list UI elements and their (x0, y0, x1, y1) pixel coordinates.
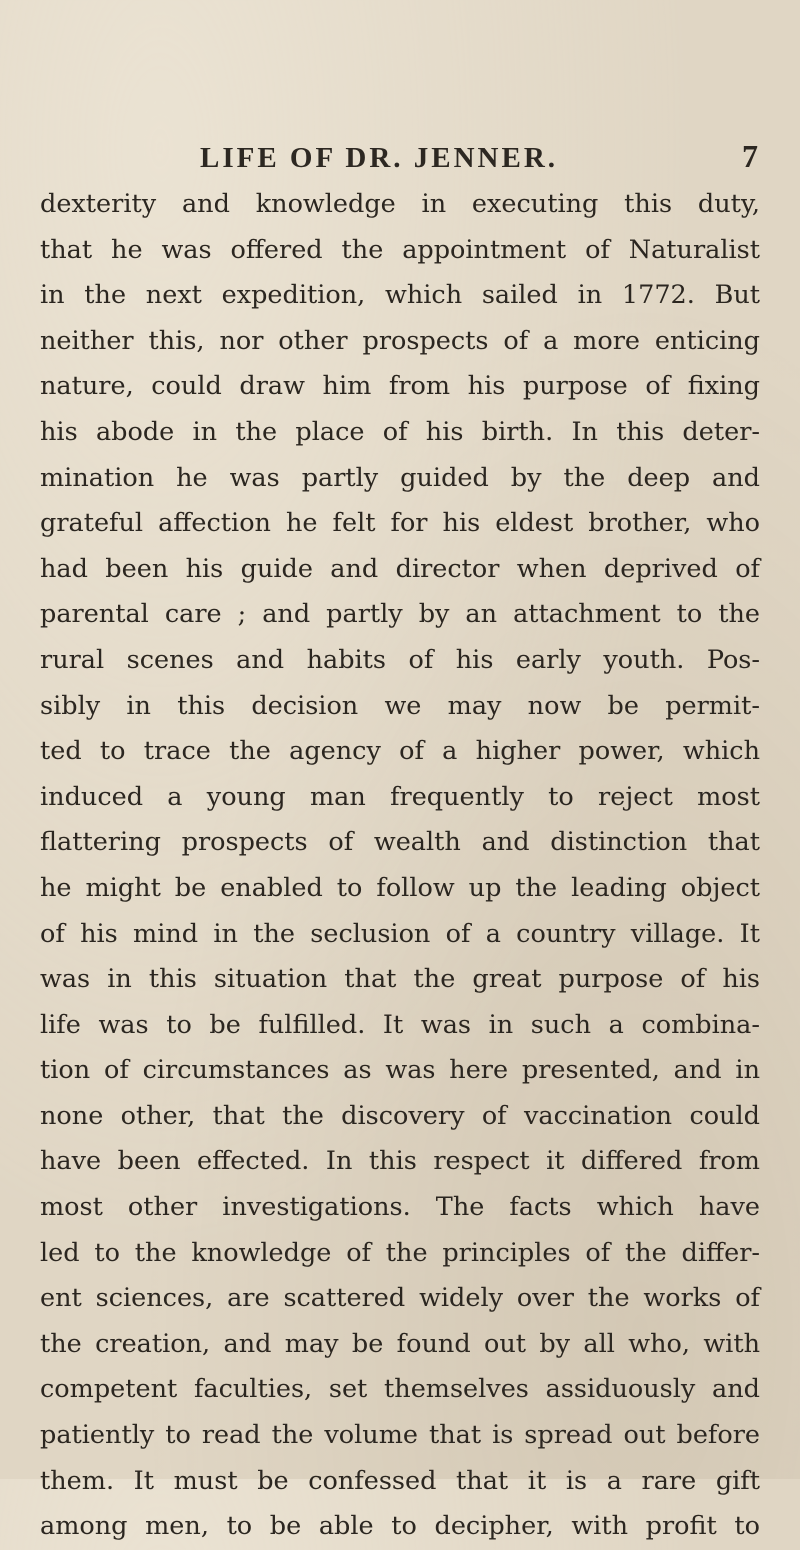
text-line: had been his guide and director when deprived of (40, 553, 760, 584)
text-line: sibly in this decision we may now be permit- (40, 690, 760, 721)
text-line: parental care ; and partly by an attachment to the (40, 599, 760, 630)
text-line: nature, could draw him from his purpose of fixing (40, 371, 760, 402)
text-line: neither this, nor other prospects of a more enticing (40, 325, 760, 356)
text-line: patiently to read the volume that is spread out before (40, 1420, 760, 1451)
text-line: grateful affection he felt for his eldest brother, who (40, 508, 760, 539)
text-line: none other, that the discovery of vaccination could (40, 1100, 760, 1131)
text-line: ent sciences, are scattered widely over the works of (40, 1283, 760, 1314)
text-line: competent faculties, set themselves assiduously and (40, 1374, 760, 1405)
text-line: was in this situation that the great purpose of his (40, 964, 760, 995)
text-line: in the next expedition, which sailed in 1772. But (40, 280, 760, 311)
text-line: he might be enabled to follow up the leading object (40, 872, 760, 903)
text-line: them. It must be confessed that it is a rare gift (40, 1465, 760, 1496)
text-line: induced a young man frequently to reject most (40, 781, 760, 812)
text-line: of his mind in the seclusion of a country village. It (40, 918, 760, 949)
text-line: his abode in the place of his birth. In this deter- (40, 416, 760, 447)
body-paragraph (40, 182, 760, 1550)
text-line: the creation, and may be found out by all who, with (40, 1328, 760, 1359)
text-line: mination he was partly guided by the deep and (40, 462, 760, 493)
page-number: 7 (742, 138, 758, 174)
text-line: led to the knowledge of the principles of the differ- (40, 1237, 760, 1268)
text-line: ted to trace the agency of a higher power, which (40, 736, 760, 767)
text-line: have been effected. In this respect it differed from (40, 1146, 760, 1177)
text-line: flattering prospects of wealth and distinction that (40, 827, 760, 858)
text-line: dexterity and knowledge in executing this duty, (40, 189, 760, 219)
text-line: among men, to be able to decipher, with profit to (40, 1511, 760, 1542)
text-line: that he was offered the appointment of Naturalist (40, 234, 760, 265)
running-head-title: LIFE OF DR. JENNER. (200, 142, 559, 174)
text-line: most other investigations. The facts which have (40, 1192, 760, 1223)
text-line: tion of circumstances as was here presented, and in (40, 1055, 760, 1086)
text-line: rural scenes and habits of his early youth. Pos- (40, 644, 760, 675)
text-line: life was to be fulfilled. It was in such a combina- (40, 1009, 760, 1040)
